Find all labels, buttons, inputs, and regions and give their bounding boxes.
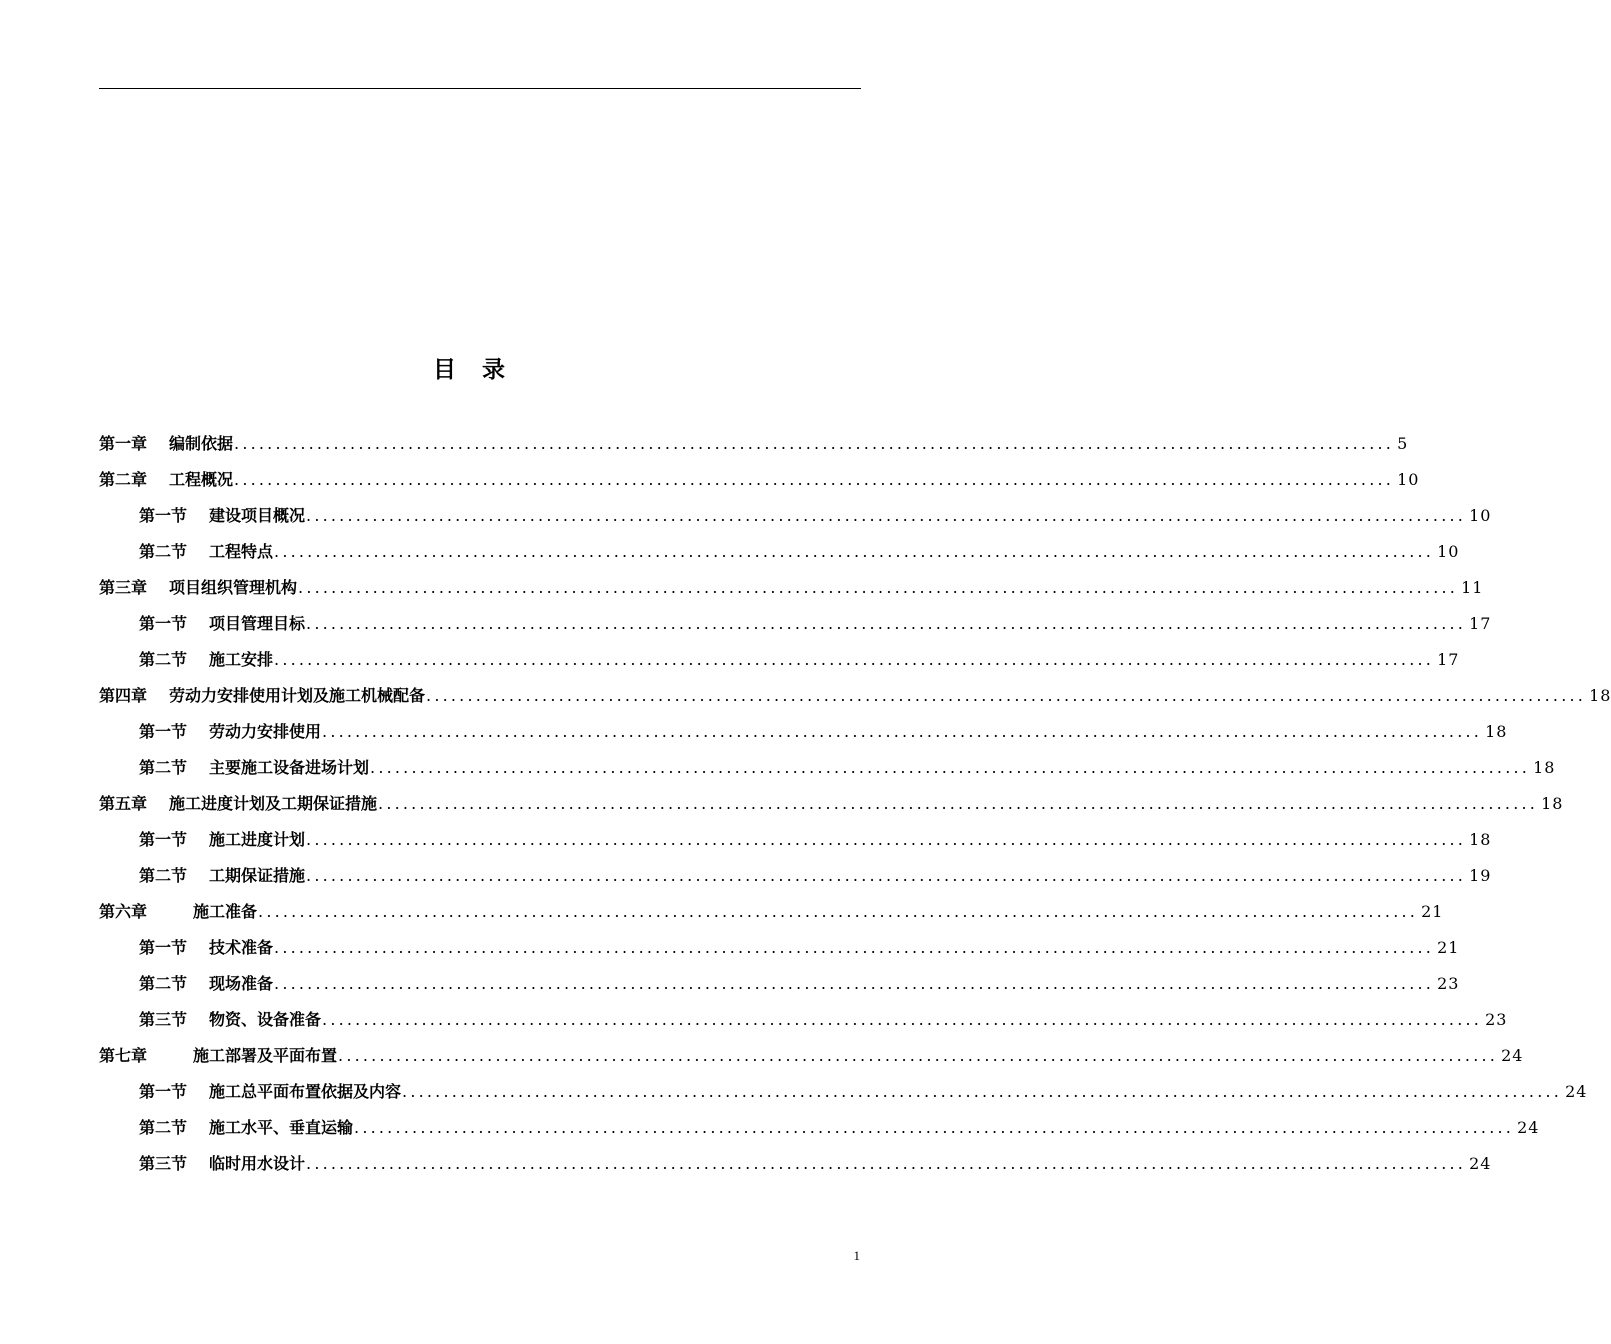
dot-leader: ............................................................................................................................................ xyxy=(298,578,1459,597)
entry-page-number: 24 xyxy=(1565,1082,1588,1101)
toc-entry[interactable] xyxy=(99,498,1492,534)
section-number: 第一节 xyxy=(139,938,188,957)
section-title: 劳动力安排使用 xyxy=(209,722,322,741)
dot-leader: ............................................................................................................................................ xyxy=(426,686,1587,705)
entry-page-number: 10 xyxy=(1437,542,1460,561)
dot-leader: ............................................................................................................................................ xyxy=(274,974,1435,993)
dot-leader: ............................................................................................................................................ xyxy=(322,1010,1483,1029)
chapter-number: 第一章 xyxy=(99,434,148,453)
chapter-title: 编制依据 xyxy=(169,434,234,453)
dot-leader: ............................................................................................................................................ xyxy=(274,542,1435,561)
toc-entry[interactable] xyxy=(99,462,1420,498)
header-rule xyxy=(99,88,861,89)
section-title: 临时用水设计 xyxy=(209,1154,306,1173)
toc-entry[interactable] xyxy=(99,1038,1524,1074)
chapter-title: 施工准备 xyxy=(193,902,258,921)
toc-entry[interactable] xyxy=(99,570,1484,606)
entry-page-number: 21 xyxy=(1421,902,1444,921)
entry-page-number: 10 xyxy=(1469,506,1492,525)
entry-page-number: 21 xyxy=(1437,938,1460,957)
chapter-title: 工程概况 xyxy=(169,470,234,489)
section-number: 第三节 xyxy=(139,1154,188,1173)
dot-leader: ............................................................................................................................................ xyxy=(274,650,1435,669)
toc-entry[interactable] xyxy=(99,642,1460,678)
toc-entry[interactable] xyxy=(99,714,1508,750)
section-title: 施工水平、垂直运输 xyxy=(209,1118,354,1137)
entry-page-number: 10 xyxy=(1397,470,1420,489)
section-title: 工程特点 xyxy=(209,542,274,561)
entry-page-number: 24 xyxy=(1501,1046,1524,1065)
section-title: 工期保证措施 xyxy=(209,866,306,885)
section-number: 第二节 xyxy=(139,758,188,777)
section-number: 第一节 xyxy=(139,830,188,849)
section-number: 第一节 xyxy=(139,506,188,525)
toc-entry[interactable] xyxy=(99,1110,1540,1146)
section-title: 施工安排 xyxy=(209,650,274,669)
dot-leader: ............................................................................................................................................ xyxy=(306,506,1467,525)
section-title: 施工总平面布置依据及内容 xyxy=(209,1082,402,1101)
section-number: 第一节 xyxy=(139,614,188,633)
dot-leader: ............................................................................................................................................ xyxy=(322,722,1483,741)
entry-page-number: 11 xyxy=(1461,578,1484,597)
dot-leader: ............................................................................................................................................ xyxy=(306,866,1467,885)
section-number: 第三节 xyxy=(139,1010,188,1029)
chapter-number: 第三章 xyxy=(99,578,148,597)
toc-entry[interactable] xyxy=(99,894,1444,930)
toc-entry[interactable] xyxy=(99,1146,1492,1182)
chapter-number: 第六章 xyxy=(99,902,148,921)
dot-leader: ............................................................................................................................................ xyxy=(234,434,1395,453)
dot-leader: ............................................................................................................................................ xyxy=(306,830,1467,849)
section-title: 现场准备 xyxy=(209,974,274,993)
dot-leader: ............................................................................................................................................ xyxy=(234,470,1395,489)
toc-entry[interactable] xyxy=(99,858,1492,894)
page-number: 1 xyxy=(853,1248,860,1263)
dot-leader: ............................................................................................................................................ xyxy=(402,1082,1563,1101)
section-number: 第二节 xyxy=(139,542,188,561)
entry-page-number: 24 xyxy=(1517,1118,1540,1137)
entry-page-number: 18 xyxy=(1485,722,1508,741)
toc-entry[interactable] xyxy=(99,966,1460,1002)
section-title: 建设项目概况 xyxy=(209,506,306,525)
entry-page-number: 18 xyxy=(1533,758,1556,777)
entry-page-number: 17 xyxy=(1437,650,1460,669)
toc-entry[interactable] xyxy=(99,534,1460,570)
toc-title: 目录 xyxy=(433,356,531,383)
entry-page-number: 24 xyxy=(1469,1154,1492,1173)
chapter-number: 第七章 xyxy=(99,1046,148,1065)
entry-page-number: 23 xyxy=(1437,974,1460,993)
entry-page-number: 5 xyxy=(1397,434,1409,453)
entry-page-number: 18 xyxy=(1541,794,1564,813)
section-title: 主要施工设备进场计划 xyxy=(209,758,370,777)
dot-leader: ............................................................................................................................................ xyxy=(338,1046,1499,1065)
section-title: 施工进度计划 xyxy=(209,830,306,849)
chapter-title: 项目组织管理机构 xyxy=(169,578,298,597)
section-title: 项目管理目标 xyxy=(209,614,306,633)
entry-page-number: 18 xyxy=(1469,830,1492,849)
chapter-number: 第二章 xyxy=(99,470,148,489)
toc-entry[interactable] xyxy=(99,822,1492,858)
section-title: 技术准备 xyxy=(209,938,274,957)
dot-leader: ............................................................................................................................................ xyxy=(378,794,1539,813)
toc-entry[interactable] xyxy=(99,678,1611,714)
toc-entry[interactable] xyxy=(99,426,1409,462)
section-title: 物资、设备准备 xyxy=(209,1010,322,1029)
section-number: 第二节 xyxy=(139,1118,188,1137)
toc-list xyxy=(99,426,1611,1182)
chapter-title: 劳动力安排使用计划及施工机械配备 xyxy=(169,686,426,705)
dot-leader: ............................................................................................................................................ xyxy=(370,758,1531,777)
toc-entry[interactable] xyxy=(99,1074,1588,1110)
section-number: 第二节 xyxy=(139,974,188,993)
entry-page-number: 17 xyxy=(1469,614,1492,633)
section-number: 第二节 xyxy=(139,650,188,669)
entry-page-number: 18 xyxy=(1589,686,1611,705)
chapter-title: 施工进度计划及工期保证措施 xyxy=(169,794,378,813)
entry-page-number: 19 xyxy=(1469,866,1492,885)
section-number: 第一节 xyxy=(139,722,188,741)
entry-page-number: 23 xyxy=(1485,1010,1508,1029)
chapter-number: 第四章 xyxy=(99,686,148,705)
section-number: 第一节 xyxy=(139,1082,188,1101)
toc-entry[interactable] xyxy=(99,750,1556,786)
dot-leader: ............................................................................................................................................ xyxy=(354,1118,1515,1137)
dot-leader: ............................................................................................................................................ xyxy=(258,902,1419,921)
section-number: 第二节 xyxy=(139,866,188,885)
dot-leader: ............................................................................................................................................ xyxy=(306,1154,1467,1173)
toc-entry[interactable] xyxy=(99,930,1460,966)
chapter-title: 施工部署及平面布置 xyxy=(193,1046,338,1065)
toc-entry[interactable] xyxy=(99,1002,1508,1038)
toc-entry[interactable] xyxy=(99,786,1564,822)
dot-leader: ............................................................................................................................................ xyxy=(274,938,1435,957)
chapter-number: 第五章 xyxy=(99,794,148,813)
dot-leader: ............................................................................................................................................ xyxy=(306,614,1467,633)
toc-entry[interactable] xyxy=(99,606,1492,642)
